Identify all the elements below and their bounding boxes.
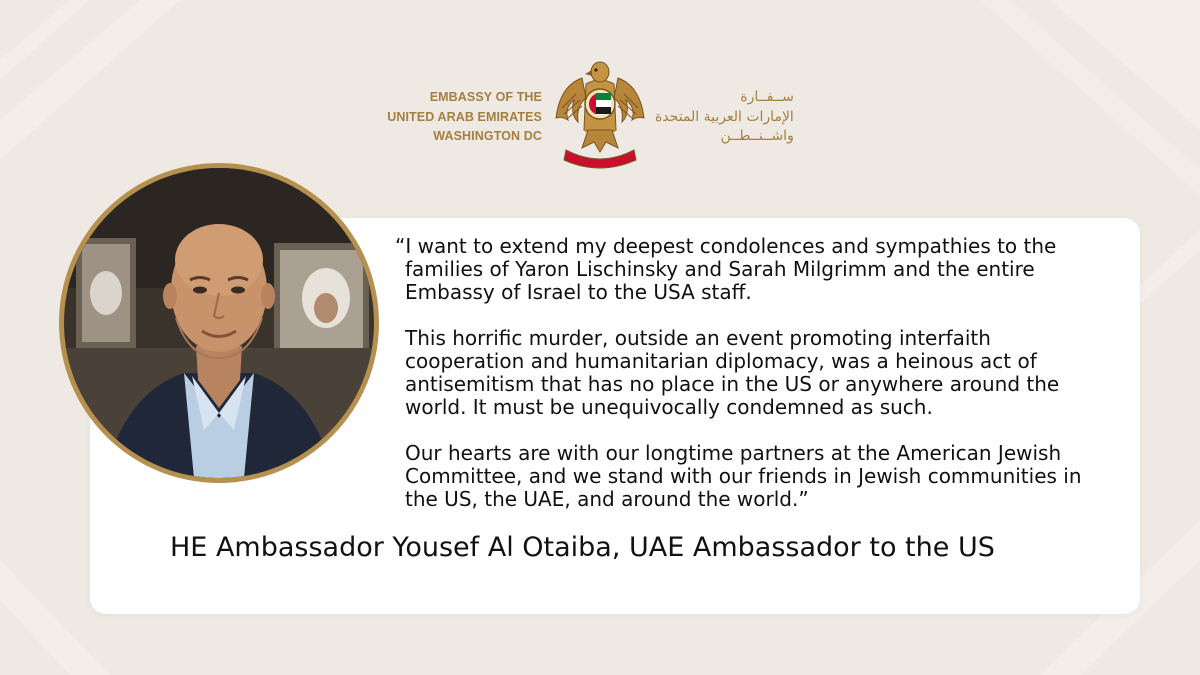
embassy-name-arabic: [655, 88, 794, 147]
quote-text: [395, 234, 1105, 534]
embassy-header: [0, 58, 1200, 178]
embassy-name-line-2: UNITED ARAB EMIRATES: [387, 109, 542, 124]
quote-paragraph-3: Our hearts are with our longtime partners at the American Jewish Committee, and we stand with our friends in Jewish communities in the US, the UAE, and around the world.”: [405, 441, 1082, 511]
embassy-name-english: [387, 88, 542, 147]
embassy-name-line-1: EMBASSY OF THE: [429, 90, 542, 104]
ambassador-portrait: [64, 168, 374, 478]
embassy-name-arabic-line-1: ســفــارة: [740, 89, 794, 105]
quote-paragraph-1: “I want to extend my deepest condolences and sympathies to the families of Yaron Lischinsky and Sarah Milgrimm and the entire Embassy of Israel to the USA staff.: [395, 234, 1057, 304]
embassy-name-arabic-line-2: الإمارات العربية المتحدة: [655, 108, 794, 125]
embassy-name-line-3: WASHINGTON DC: [433, 129, 542, 143]
embassy-name-arabic-line-3: واشــنــطــن: [720, 128, 794, 144]
uae-falcon-emblem: [552, 58, 648, 170]
quote-attribution: HE Ambassador Yousef Al Otaiba, UAE Ambassador to the US: [170, 532, 995, 563]
quote-paragraph-2: This horrific murder, outside an event promoting interfaith cooperation and humanitarian diplomacy, was a heinous act of antisemitism that has no place in the US or anywhere around the world. It must be unequivocally condemned as such.: [405, 326, 1060, 419]
